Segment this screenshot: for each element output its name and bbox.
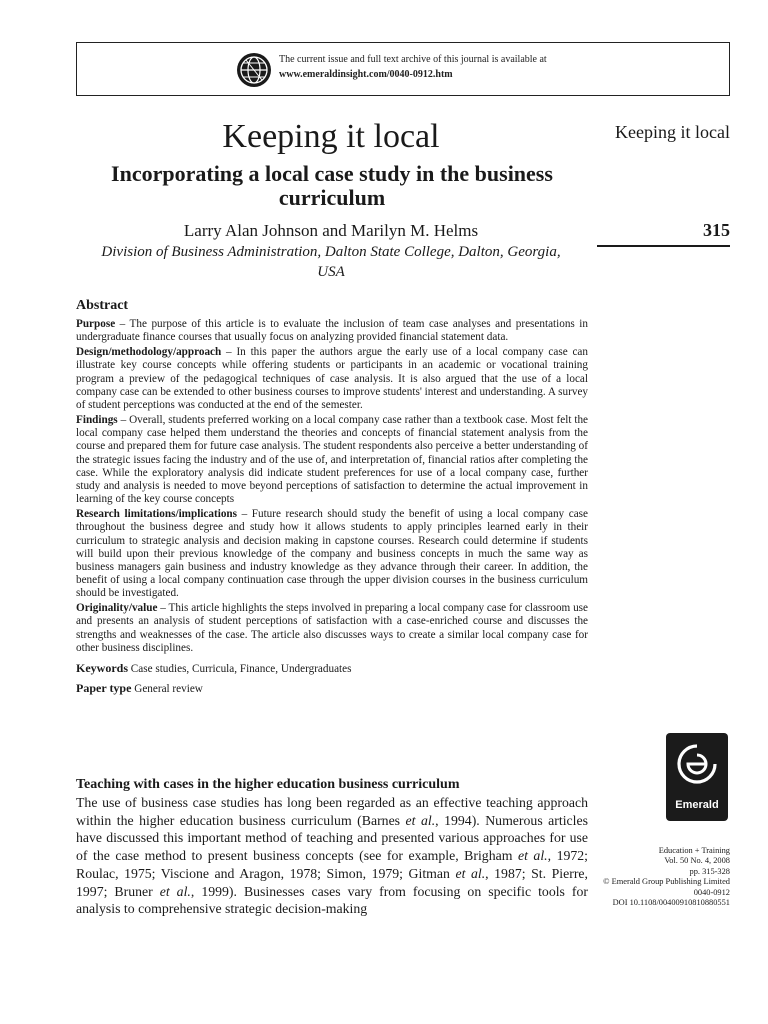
article-title: Keeping it local <box>222 118 440 155</box>
et-al: et al. <box>159 883 191 899</box>
design-text: – In this paper the authors argue the early use of a local company case can illustrate key course concepts while offering students or participants in an academic or vocational training program a preview of the pedagogical techniques of case analysis. It is also argued that the use of a local company case can be extended to other business courses to improve students' interest and understanding. A survey of student perceptions was conducted at the end of the semester. <box>76 346 588 411</box>
et-al: et al. <box>517 848 548 864</box>
emerald-logo-text: Emerald <box>675 799 719 811</box>
et-al: et al. <box>405 812 436 828</box>
abstract-originality <box>76 602 588 655</box>
running-title: Keeping it local <box>615 122 730 142</box>
originality-text: – This article highlights the steps involved in preparing a local company case for classroom use and presents an analysis of student perceptions of satisfaction with a case-enriched course and discusses the strengths and weaknesses of the case. The article also discusses ways to create a similar local company case for other business disciplines. <box>76 602 588 654</box>
body-text-5: , 1999). Businesses cases vary from focusing on specific tools for analysis to comprehensive strategic decision-making <box>76 883 589 917</box>
abstract-design <box>76 346 588 412</box>
abstract-findings <box>76 414 588 506</box>
article-affiliation: Division of Business Administration, Dalton State College, Dalton, Georgia, USA <box>101 244 561 280</box>
purpose-text: – The purpose of this article is to evaluate the inclusion of team case analyses and presentations in undergraduate finance courses that usually focus on analyzing provided financial statement data. <box>76 318 588 344</box>
abstract-heading: Abstract <box>76 298 129 313</box>
article-subtitle: Incorporating a local case study in the business curriculum <box>111 161 553 210</box>
keywords-text: Case studies, Curricula, Finance, Undergraduates <box>128 662 352 675</box>
findings-text: – Overall, students preferred working on a local company case rather than a textbook case. Most felt the local company case helped them understand the theories and concepts of financial statement analysis from the course and prepared them for future case analysis. The student respondents also perceive a better understanding of the strategic issues facing the industry and of the use of, and interpretation of, financial ratios after completing the case. While the exploratory analysis did indicate student preferences for use of a local company case, further study and analysis is needed to move beyond perceptions of satisfaction to determine the actual improvement in learning of the key course concepts <box>76 414 588 506</box>
paper-type-text: General review <box>131 682 203 695</box>
page-number: 315 <box>703 220 730 240</box>
design-label: Design/methodology/approach <box>76 346 222 359</box>
banner-url[interactable]: www.emeraldinsight.com/0040-0912.htm <box>279 69 453 80</box>
body-text-3: , 1972; Roulac, 1975; Viscione and Aragon, 1978; Simon, 1979; Gitman <box>76 848 588 881</box>
keywords-label: Keywords <box>76 660 128 675</box>
findings-label: Findings <box>76 414 118 427</box>
purpose-label: Purpose <box>76 318 116 330</box>
body-text-4: , 1987; St. Pierre, 1997; Bruner <box>76 865 588 899</box>
emerald-logo-icon <box>674 741 720 787</box>
abstract-purpose <box>76 318 588 344</box>
keywords <box>76 661 588 676</box>
body-paragraph <box>76 794 588 918</box>
abstract-research <box>76 508 588 600</box>
meta-issn: 0040-0912 <box>693 887 730 897</box>
originality-label: Originality/value <box>76 602 158 615</box>
journal-banner <box>76 42 730 96</box>
meta-journal: Education + Training <box>658 846 730 855</box>
article-authors: Larry Alan Johnson and Marilyn M. Helms <box>183 221 479 240</box>
meta-copyright: © Emerald Group Publishing Limited <box>603 877 730 887</box>
journal-metadata <box>560 846 730 908</box>
meta-doi: DOI 10.1108/00400910810880551 <box>612 898 730 908</box>
paper-type <box>76 681 588 696</box>
meta-volume: Vol. 50 No. 4, 2008 <box>664 856 730 866</box>
side-divider <box>597 245 730 247</box>
abstract-section <box>76 298 588 696</box>
paper-type-label: Paper type <box>76 680 132 695</box>
et-al: et al. <box>455 865 486 881</box>
body-text-1: The use of business case studies has long been regarded as an effective teaching approach within the higher education business curriculum (Barnes <box>76 795 588 828</box>
body-text-2: , 1994). Numerous articles have discussed this important method of teaching and presented various approaches for use of the case method to present business concepts (see for example, Brigham <box>76 812 589 864</box>
emerald-logo <box>666 733 728 821</box>
section-heading: Teaching with cases in the higher education business curriculum <box>76 777 460 792</box>
globe-icon <box>237 53 271 87</box>
banner-text: The current issue and full text archive of this journal is available at <box>279 54 547 65</box>
research-label: Research limitations/implications <box>76 508 237 521</box>
research-text: – Future research should study the benefit of using a local company case throughout the business degree and study how it allows students to apply principles learned early in their curriculum to strategic analysis and decision making in capstone courses. Research could determine if students will build upon their previous knowledge of the company and business concepts in much the same way as business managers gain business and industry knowledge as they advance through their career. In addition, the benefit of using a local company continuation case through the upper division courses in the business curriculum should be investigated. <box>76 508 588 600</box>
meta-pages: pp. 315-328 <box>689 866 730 876</box>
